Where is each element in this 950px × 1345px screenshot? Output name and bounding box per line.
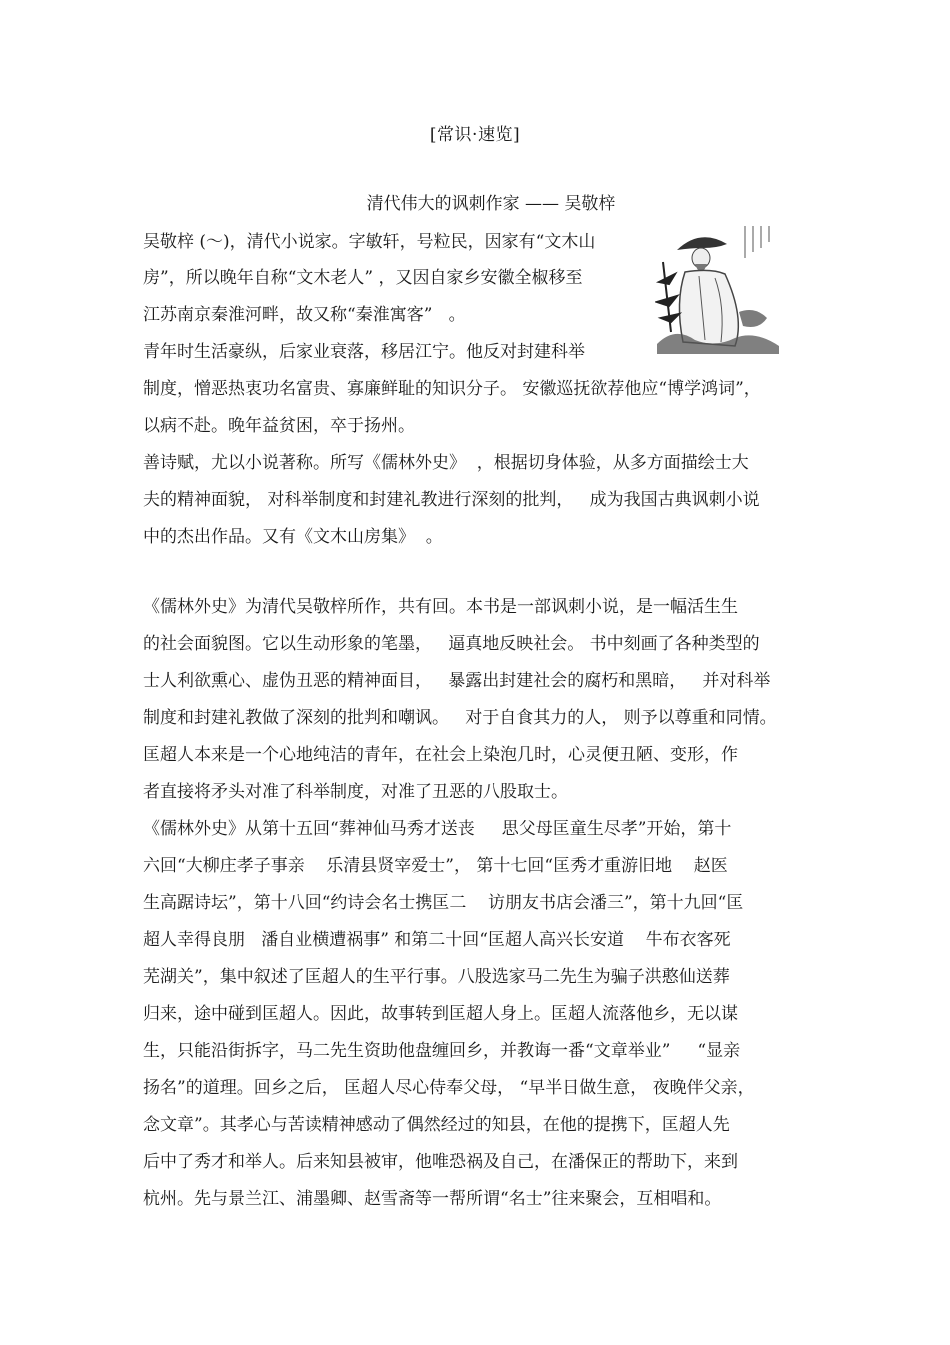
text-line: 匡超人本来是一个心地纯洁的青年，在社会上染泡几时，心灵便丑陋、变形，作 — [143, 745, 738, 765]
text-line: 者直接将矛头对准了科举制度，对准了丑恶的八股取士。 — [143, 782, 568, 802]
text-line: 杭州。先与景兰江、浦墨卿、赵雪斋等一帮所谓“名士”往来聚会，互相唱和。 — [143, 1189, 722, 1209]
text-line: 房”，所以晚年自称“文木老人” ，又因自家乡安徽全椒移至 — [143, 268, 583, 288]
text-line: 后中了秀才和举人。后来知县被审，他唯恐祸及自己，在潘保正的帮助下，来到 — [143, 1152, 738, 1172]
text-line: 扬名”的道理。回乡之后， 匡超人尽心侍奉父母， “早半日做生意， 夜晚伴父亲， — [143, 1078, 755, 1098]
text-line: 《儒林外史》为清代吴敬梓所作，共有回。本书是一部讽刺小说，是一幅活生生 — [143, 597, 738, 617]
text-line: 士人利欲熏心、虚伪丑恶的精神面目， 暴露出封建社会的腐朽和黑暗， 并对科举 — [143, 671, 771, 691]
text-line: 吴敬梓 (～)，清代小说家。字敏轩，号粒民，因家有“文木山 — [143, 232, 596, 252]
ink-painting-icon — [655, 222, 785, 358]
text-line: 六回“大柳庄孝子事亲 乐清县贤宰爱士”， 第十七回“匡秀才重游旧地 赵医 — [143, 856, 728, 876]
text-line: 青年时生活豪纵，后家业衰落，移居江宁。他反对封建科举 — [143, 342, 585, 362]
text-line: 生，只能沿街拆字，马二先生资助他盘缠回乡，并教诲一番“文章举业” “显亲 — [143, 1041, 741, 1061]
text-line: 制度和封建礼教做了深刻的批判和嘲讽。 对于自食其力的人， 则予以尊重和同情。 — [143, 708, 777, 728]
section-header: [常识·速览] — [429, 125, 521, 145]
text-line: 中的杰出作品。又有《文木山房集》 。 — [143, 527, 443, 547]
portrait-image — [655, 222, 785, 358]
text-line: 江苏南京秦淮河畔，故又称“秦淮寓客” 。 — [143, 305, 466, 325]
text-line: 超人幸得良朋 潘自业横遭祸事” 和第二十回“匡超人高兴长安道 牛布衣客死 — [143, 930, 731, 950]
text-line: 念文章”。其孝心与苦读精神感动了偶然经过的知县，在他的提携下，匡超人先 — [143, 1115, 730, 1135]
text-line: 善诗赋，尤以小说著称。所写《儒林外史》 ，根据切身体验，从多方面描绘士大 — [143, 453, 749, 473]
text-line: 的社会面貌图。它以生动形象的笔墨， 逼真地反映社会。 书中刻画了各种类型的 — [143, 634, 760, 654]
article-title: 清代伟大的讽刺作家 —— 吴敬梓 — [366, 194, 616, 214]
text-line: 以病不赴。晚年益贫困，卒于扬州。 — [143, 416, 415, 436]
text-line: 《儒林外史》从第十五回“葬神仙马秀才送丧 思父母匡童生尽孝”开始，第十 — [143, 819, 732, 839]
text-line: 归来，途中碰到匡超人。因此，故事转到匡超人身上。匡超人流落他乡，无以谋 — [143, 1004, 738, 1024]
text-line: 夫的精神面貌， 对科举制度和封建礼教进行深刻的批判， 成为我国古典讽刺小说 — [143, 490, 760, 510]
text-line: 芜湖关”，集中叙述了匡超人的生平行事。八股选家马二先生为骗子洪憨仙送葬 — [143, 967, 730, 987]
text-line: 生高踞诗坛”，第十八回“约诗会名士携匡二 访朋友书店会潘三”，第十九回“匡 — [143, 893, 744, 913]
text-line: 制度，憎恶热衷功名富贵、寡廉鲜耻的知识分子。 安徽巡抚欲荐他应“博学鸿词”， — [143, 379, 761, 399]
